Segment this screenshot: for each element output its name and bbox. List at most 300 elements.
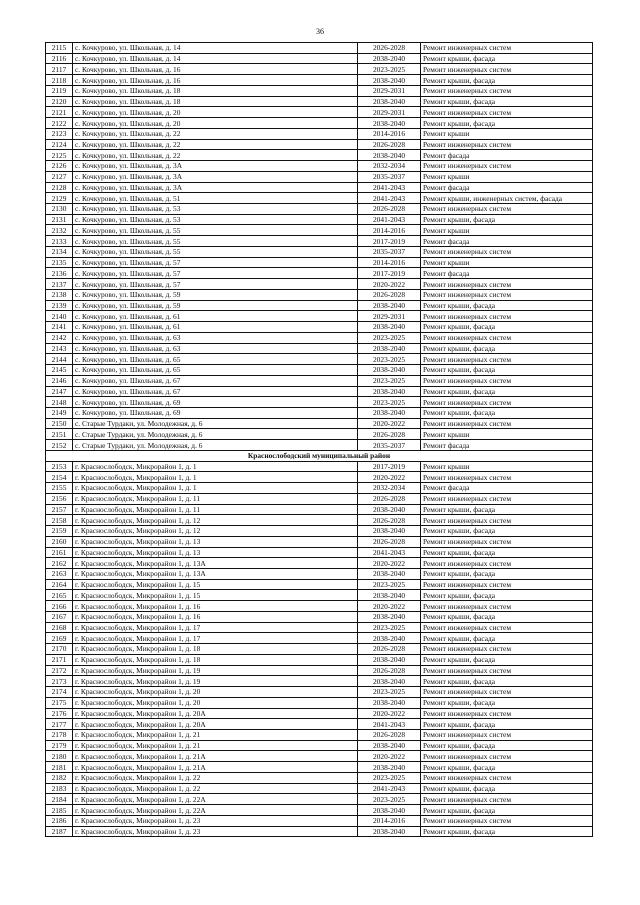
address-cell: с. Кочкурово, ул. Школьная, д. 16 (73, 64, 358, 75)
period-cell: 2020-2022 (358, 708, 421, 719)
work-type-cell: Ремонт инженерных систем (421, 472, 593, 483)
address-cell: с. Кочкурово, ул. Школьная, д. 61 (73, 311, 358, 322)
work-type-cell: Ремонт крыши (421, 257, 593, 268)
table-row (46, 322, 593, 333)
row-number-cell: 2184 (46, 794, 73, 805)
work-type-cell: Ремонт инженерных систем (421, 730, 593, 741)
work-type-cell: Ремонт инженерных систем (421, 397, 593, 408)
row-number-cell: 2152 (46, 440, 73, 451)
period-cell: 2020-2022 (358, 418, 421, 429)
work-type-cell: Ремонт крыши, фасада (421, 53, 593, 64)
table-row (46, 601, 593, 612)
period-cell: 2032-2034 (358, 483, 421, 494)
address-cell: г. Краснослободск, Микрорайон 1, д. 21А (73, 751, 358, 762)
row-number-cell: 2185 (46, 805, 73, 816)
work-type-cell: Ремонт крыши, фасада (421, 526, 593, 537)
work-type-cell: Ремонт инженерных систем (421, 332, 593, 343)
address-cell: с. Кочкурово, ул. Школьная, д. 20 (73, 118, 358, 129)
address-cell: с. Кочкурово, ул. Школьная, д. 57 (73, 279, 358, 290)
row-number-cell: 2149 (46, 407, 73, 418)
period-cell: 2038-2040 (358, 590, 421, 601)
work-type-cell: Ремонт инженерных систем (421, 687, 593, 698)
work-type-cell: Ремонт инженерных систем (421, 418, 593, 429)
row-number-cell: 2175 (46, 697, 73, 708)
work-type-cell: Ремонт инженерных систем (421, 558, 593, 569)
table-row (46, 225, 593, 236)
address-cell: г. Краснослободск, Микрорайон 1, д. 16 (73, 601, 358, 612)
period-cell: 2038-2040 (358, 150, 421, 161)
period-cell: 2038-2040 (358, 633, 421, 644)
row-number-cell: 2145 (46, 365, 73, 376)
row-number-cell: 2139 (46, 300, 73, 311)
table-row (46, 118, 593, 129)
row-number-cell: 2176 (46, 708, 73, 719)
table-row (46, 429, 593, 440)
address-cell: г. Краснослободск, Микрорайон 1, д. 22А (73, 805, 358, 816)
address-cell: с. Кочкурово, ул. Школьная, д. 3А (73, 171, 358, 182)
address-cell: г. Краснослободск, Микрорайон 1, д. 20 (73, 697, 358, 708)
table-row (46, 440, 593, 451)
period-cell: 2020-2022 (358, 601, 421, 612)
work-type-cell: Ремонт инженерных систем (421, 515, 593, 526)
period-cell: 2038-2040 (358, 343, 421, 354)
table-row (46, 354, 593, 365)
table-row (46, 128, 593, 139)
table-row (46, 204, 593, 215)
section-header-row (46, 450, 593, 461)
work-type-cell: Ремонт крыши, фасада (421, 762, 593, 773)
work-type-cell: Ремонт инженерных систем (421, 772, 593, 783)
address-cell: г. Краснослободск, Микрорайон 1, д. 11 (73, 493, 358, 504)
row-number-cell: 2116 (46, 53, 73, 64)
period-cell: 2023-2025 (358, 794, 421, 805)
row-number-cell: 2160 (46, 536, 73, 547)
table-row (46, 236, 593, 247)
period-cell: 2038-2040 (358, 504, 421, 515)
address-cell: с. Старые Турдаки, ул. Молодежная, д. 6 (73, 429, 358, 440)
period-cell: 2026-2028 (358, 43, 421, 54)
table-row (46, 483, 593, 494)
work-type-cell: Ремонт крыши, фасада (421, 547, 593, 558)
period-cell: 2038-2040 (358, 526, 421, 537)
table-row (46, 214, 593, 225)
table-row (46, 375, 593, 386)
row-number-cell: 2151 (46, 429, 73, 440)
work-type-cell: Ремонт инженерных систем (421, 622, 593, 633)
row-number-cell: 2150 (46, 418, 73, 429)
work-type-cell: Ремонт инженерных систем (421, 43, 593, 54)
row-number-cell: 2153 (46, 461, 73, 472)
work-type-cell: Ремонт инженерных систем (421, 375, 593, 386)
row-number-cell: 2132 (46, 225, 73, 236)
row-number-cell: 2130 (46, 204, 73, 215)
address-cell: с. Кочкурово, ул. Школьная, д. 16 (73, 75, 358, 86)
row-number-cell: 2143 (46, 343, 73, 354)
period-cell: 2038-2040 (358, 676, 421, 687)
row-number-cell: 2126 (46, 161, 73, 172)
work-type-cell: Ремонт фасада (421, 483, 593, 494)
row-number-cell: 2156 (46, 493, 73, 504)
table-row (46, 526, 593, 537)
table-row (46, 536, 593, 547)
address-cell: г. Краснослободск, Микрорайон 1, д. 13 (73, 536, 358, 547)
table-row (46, 676, 593, 687)
period-cell: 2041-2043 (358, 547, 421, 558)
table-row (46, 579, 593, 590)
row-number-cell: 2183 (46, 783, 73, 794)
period-cell: 2023-2025 (358, 397, 421, 408)
address-cell: с. Кочкурово, ул. Школьная, д. 63 (73, 332, 358, 343)
work-type-cell: Ремонт инженерных систем (421, 246, 593, 257)
period-cell: 2038-2040 (358, 96, 421, 107)
address-cell: г. Краснослободск, Микрорайон 1, д. 16 (73, 611, 358, 622)
period-cell: 2038-2040 (358, 826, 421, 837)
work-type-cell: Ремонт крыши (421, 461, 593, 472)
work-type-cell: Ремонт крыши (421, 225, 593, 236)
row-number-cell: 2124 (46, 139, 73, 150)
table-row (46, 783, 593, 794)
row-number-cell: 2179 (46, 740, 73, 751)
table-row (46, 687, 593, 698)
address-cell: с. Кочкурово, ул. Школьная, д. 57 (73, 257, 358, 268)
row-number-cell: 2170 (46, 644, 73, 655)
work-type-cell: Ремонт крыши, фасада (421, 386, 593, 397)
table-row (46, 246, 593, 257)
row-number-cell: 2167 (46, 611, 73, 622)
period-cell: 2038-2040 (358, 762, 421, 773)
row-number-cell: 2133 (46, 236, 73, 247)
table-row (46, 515, 593, 526)
schedule-body (46, 43, 593, 837)
period-cell: 2038-2040 (358, 386, 421, 397)
row-number-cell: 2125 (46, 150, 73, 161)
address-cell: г. Краснослободск, Микрорайон 1, д. 13 (73, 547, 358, 558)
period-cell: 2035-2037 (358, 246, 421, 257)
table-row (46, 633, 593, 644)
address-cell: с. Кочкурово, ул. Школьная, д. 22 (73, 150, 358, 161)
period-cell: 2023-2025 (358, 687, 421, 698)
table-row (46, 289, 593, 300)
work-type-cell: Ремонт крыши, фасада (421, 740, 593, 751)
address-cell: с. Кочкурово, ул. Школьная, д. 69 (73, 407, 358, 418)
row-number-cell: 2138 (46, 289, 73, 300)
work-type-cell: Ремонт крыши, фасада (421, 654, 593, 665)
period-cell: 2029-2031 (358, 85, 421, 96)
table-row (46, 300, 593, 311)
row-number-cell: 2159 (46, 526, 73, 537)
row-number-cell: 2178 (46, 730, 73, 741)
work-type-cell: Ремонт крыши, фасада (421, 300, 593, 311)
address-cell: г. Краснослободск, Микрорайон 1, д. 11 (73, 504, 358, 515)
row-number-cell: 2165 (46, 590, 73, 601)
table-row (46, 150, 593, 161)
row-number-cell: 2172 (46, 665, 73, 676)
row-number-cell: 2154 (46, 472, 73, 483)
table-row (46, 461, 593, 472)
row-number-cell: 2186 (46, 815, 73, 826)
work-type-cell: Ремонт инженерных систем (421, 708, 593, 719)
table-row (46, 493, 593, 504)
row-number-cell: 2144 (46, 354, 73, 365)
period-cell: 2029-2031 (358, 107, 421, 118)
work-type-cell: Ремонт крыши, фасада (421, 568, 593, 579)
period-cell: 2041-2043 (358, 719, 421, 730)
address-cell: с. Старые Турдаки, ул. Молодежная, д. 6 (73, 418, 358, 429)
work-type-cell: Ремонт инженерных систем (421, 139, 593, 150)
row-number-cell: 2174 (46, 687, 73, 698)
row-number-cell: 2148 (46, 397, 73, 408)
address-cell: г. Краснослободск, Микрорайон 1, д. 17 (73, 622, 358, 633)
row-number-cell: 2137 (46, 279, 73, 290)
table-row (46, 611, 593, 622)
row-number-cell: 2173 (46, 676, 73, 687)
address-cell: с. Кочкурово, ул. Школьная, д. 53 (73, 214, 358, 225)
period-cell: 2038-2040 (358, 53, 421, 64)
address-cell: с. Кочкурово, ул. Школьная, д. 14 (73, 43, 358, 54)
table-row (46, 75, 593, 86)
address-cell: г. Краснослободск, Микрорайон 1, д. 22 (73, 783, 358, 794)
table-row (46, 43, 593, 54)
table-row (46, 504, 593, 515)
period-cell: 2038-2040 (358, 407, 421, 418)
row-number-cell: 2118 (46, 75, 73, 86)
period-cell: 2041-2043 (358, 182, 421, 193)
address-cell: с. Кочкурово, ул. Школьная, д. 14 (73, 53, 358, 64)
address-cell: г. Краснослободск, Микрорайон 1, д. 18 (73, 644, 358, 655)
work-type-cell: Ремонт крыши, инженерных систем, фасада (421, 193, 593, 204)
work-type-cell: Ремонт крыши, фасада (421, 826, 593, 837)
schedule-table (45, 42, 593, 837)
period-cell: 2038-2040 (358, 300, 421, 311)
work-type-cell: Ремонт инженерных систем (421, 289, 593, 300)
period-cell: 2038-2040 (358, 611, 421, 622)
table-row (46, 805, 593, 816)
address-cell: с. Кочкурово, ул. Школьная, д. 59 (73, 289, 358, 300)
table-row (46, 697, 593, 708)
work-type-cell: Ремонт крыши, фасада (421, 407, 593, 418)
row-number-cell: 2134 (46, 246, 73, 257)
row-number-cell: 2135 (46, 257, 73, 268)
address-cell: г. Краснослободск, Микрорайон 1, д. 13А (73, 568, 358, 579)
row-number-cell: 2119 (46, 85, 73, 96)
address-cell: г. Краснослободск, Микрорайон 1, д. 21 (73, 740, 358, 751)
row-number-cell: 2123 (46, 128, 73, 139)
period-cell: 2026-2028 (358, 536, 421, 547)
table-row (46, 762, 593, 773)
table-row (46, 407, 593, 418)
work-type-cell: Ремонт крыши (421, 128, 593, 139)
period-cell: 2026-2028 (358, 493, 421, 504)
row-number-cell: 2158 (46, 515, 73, 526)
work-type-cell: Ремонт крыши, фасада (421, 783, 593, 794)
work-type-cell: Ремонт инженерных систем (421, 354, 593, 365)
address-cell: г. Краснослободск, Микрорайон 1, д. 17 (73, 633, 358, 644)
address-cell: г. Краснослободск, Микрорайон 1, д. 15 (73, 579, 358, 590)
row-number-cell: 2181 (46, 762, 73, 773)
work-type-cell: Ремонт крыши (421, 429, 593, 440)
work-type-cell: Ремонт инженерных систем (421, 751, 593, 762)
address-cell: г. Краснослободск, Микрорайон 1, д. 21 (73, 730, 358, 741)
row-number-cell: 2168 (46, 622, 73, 633)
table-row (46, 794, 593, 805)
address-cell: с. Кочкурово, ул. Школьная, д. 69 (73, 397, 358, 408)
period-cell: 2038-2040 (358, 118, 421, 129)
table-row (46, 751, 593, 762)
work-type-cell: Ремонт инженерных систем (421, 107, 593, 118)
row-number-cell: 2155 (46, 483, 73, 494)
period-cell: 2035-2037 (358, 440, 421, 451)
work-type-cell: Ремонт инженерных систем (421, 536, 593, 547)
work-type-cell: Ремонт крыши, фасада (421, 633, 593, 644)
period-cell: 2041-2043 (358, 193, 421, 204)
work-type-cell: Ремонт крыши, фасада (421, 75, 593, 86)
table-row (46, 386, 593, 397)
work-type-cell: Ремонт крыши, фасада (421, 118, 593, 129)
row-number-cell: 2115 (46, 43, 73, 54)
work-type-cell: Ремонт фасада (421, 236, 593, 247)
row-number-cell: 2117 (46, 64, 73, 75)
work-type-cell: Ремонт крыши, фасада (421, 719, 593, 730)
table-row (46, 622, 593, 633)
address-cell: г. Краснослободск, Микрорайон 1, д. 12 (73, 526, 358, 537)
work-type-cell: Ремонт крыши, фасада (421, 365, 593, 376)
work-type-cell: Ремонт фасада (421, 182, 593, 193)
address-cell: с. Кочкурово, ул. Школьная, д. 67 (73, 375, 358, 386)
work-type-cell: Ремонт инженерных систем (421, 493, 593, 504)
period-cell: 2035-2037 (358, 171, 421, 182)
table-row (46, 644, 593, 655)
period-cell: 2038-2040 (358, 568, 421, 579)
period-cell: 2023-2025 (358, 772, 421, 783)
period-cell: 2038-2040 (358, 365, 421, 376)
address-cell: с. Кочкурово, ул. Школьная, д. 61 (73, 322, 358, 333)
row-number-cell: 2140 (46, 311, 73, 322)
table-row (46, 85, 593, 96)
address-cell: с. Кочкурово, ул. Школьная, д. 51 (73, 193, 358, 204)
address-cell: с. Кочкурово, ул. Школьная, д. 55 (73, 236, 358, 247)
table-row (46, 193, 593, 204)
address-cell: г. Краснослободск, Микрорайон 1, д. 20 (73, 687, 358, 698)
work-type-cell: Ремонт фасада (421, 150, 593, 161)
address-cell: г. Краснослободск, Микрорайон 1, д. 23 (73, 815, 358, 826)
row-number-cell: 2136 (46, 268, 73, 279)
address-cell: г. Краснослободск, Микрорайон 1, д. 20А (73, 719, 358, 730)
row-number-cell: 2120 (46, 96, 73, 107)
address-cell: с. Кочкурово, ул. Школьная, д. 57 (73, 268, 358, 279)
address-cell: с. Кочкурово, ул. Школьная, д. 3А (73, 182, 358, 193)
row-number-cell: 2171 (46, 654, 73, 665)
address-cell: г. Краснослободск, Микрорайон 1, д. 19 (73, 676, 358, 687)
period-cell: 2026-2028 (358, 515, 421, 526)
row-number-cell: 2162 (46, 558, 73, 569)
address-cell: с. Кочкурово, ул. Школьная, д. 3А (73, 161, 358, 172)
address-cell: с. Кочкурово, ул. Школьная, д. 67 (73, 386, 358, 397)
row-number-cell: 2131 (46, 214, 73, 225)
work-type-cell: Ремонт крыши, фасада (421, 611, 593, 622)
row-number-cell: 2146 (46, 375, 73, 386)
row-number-cell: 2128 (46, 182, 73, 193)
work-type-cell: Ремонт инженерных систем (421, 85, 593, 96)
table-row (46, 654, 593, 665)
table-row (46, 311, 593, 322)
table-row (46, 182, 593, 193)
address-cell: с. Кочкурово, ул. Школьная, д. 65 (73, 354, 358, 365)
table-row (46, 568, 593, 579)
period-cell: 2023-2025 (358, 332, 421, 343)
table-row (46, 279, 593, 290)
work-type-cell: Ремонт инженерных систем (421, 794, 593, 805)
work-type-cell: Ремонт крыши, фасада (421, 590, 593, 601)
row-number-cell: 2122 (46, 118, 73, 129)
table-row (46, 268, 593, 279)
table-row (46, 96, 593, 107)
row-number-cell: 2180 (46, 751, 73, 762)
row-number-cell: 2147 (46, 386, 73, 397)
period-cell: 2023-2025 (358, 64, 421, 75)
address-cell: г. Краснослободск, Микрорайон 1, д. 1 (73, 472, 358, 483)
work-type-cell: Ремонт инженерных систем (421, 601, 593, 612)
row-number-cell: 2127 (46, 171, 73, 182)
period-cell: 2023-2025 (358, 375, 421, 386)
table-row (46, 719, 593, 730)
row-number-cell: 2187 (46, 826, 73, 837)
table-row (46, 161, 593, 172)
address-cell: г. Краснослободск, Микрорайон 1, д. 20А (73, 708, 358, 719)
period-cell: 2017-2019 (358, 461, 421, 472)
period-cell: 2026-2028 (358, 204, 421, 215)
address-cell: г. Краснослободск, Микрорайон 1, д. 1 (73, 483, 358, 494)
table-row (46, 772, 593, 783)
table-row (46, 665, 593, 676)
address-cell: с. Кочкурово, ул. Школьная, д. 18 (73, 85, 358, 96)
table-row (46, 397, 593, 408)
address-cell: с. Кочкурово, ул. Школьная, д. 55 (73, 246, 358, 257)
period-cell: 2026-2028 (358, 730, 421, 741)
row-number-cell: 2169 (46, 633, 73, 644)
section-header: Краснослободский муниципальный район (46, 450, 593, 461)
row-number-cell: 2141 (46, 322, 73, 333)
period-cell: 2023-2025 (358, 579, 421, 590)
period-cell: 2014-2016 (358, 815, 421, 826)
table-row (46, 730, 593, 741)
table-row (46, 171, 593, 182)
period-cell: 2026-2028 (358, 644, 421, 655)
table-row (46, 107, 593, 118)
address-cell: с. Кочкурово, ул. Школьная, д. 53 (73, 204, 358, 215)
period-cell: 2020-2022 (358, 558, 421, 569)
period-cell: 2020-2022 (358, 279, 421, 290)
period-cell: 2026-2028 (358, 429, 421, 440)
work-type-cell: Ремонт крыши, фасада (421, 322, 593, 333)
address-cell: г. Краснослободск, Микрорайон 1, д. 19 (73, 665, 358, 676)
row-number-cell: 2182 (46, 772, 73, 783)
row-number-cell: 2177 (46, 719, 73, 730)
table-row (46, 343, 593, 354)
work-type-cell: Ремонт крыши (421, 171, 593, 182)
period-cell: 2023-2025 (358, 354, 421, 365)
address-cell: г. Краснослободск, Микрорайон 1, д. 18 (73, 654, 358, 665)
address-cell: г. Краснослободск, Микрорайон 1, д. 1 (73, 461, 358, 472)
row-number-cell: 2164 (46, 579, 73, 590)
table-row (46, 558, 593, 569)
period-cell: 2014-2016 (358, 128, 421, 139)
work-type-cell: Ремонт инженерных систем (421, 815, 593, 826)
address-cell: г. Краснослободск, Микрорайон 1, д. 21А (73, 762, 358, 773)
work-type-cell: Ремонт инженерных систем (421, 644, 593, 655)
work-type-cell: Ремонт фасада (421, 440, 593, 451)
work-type-cell: Ремонт крыши, фасада (421, 697, 593, 708)
period-cell: 2020-2022 (358, 472, 421, 483)
